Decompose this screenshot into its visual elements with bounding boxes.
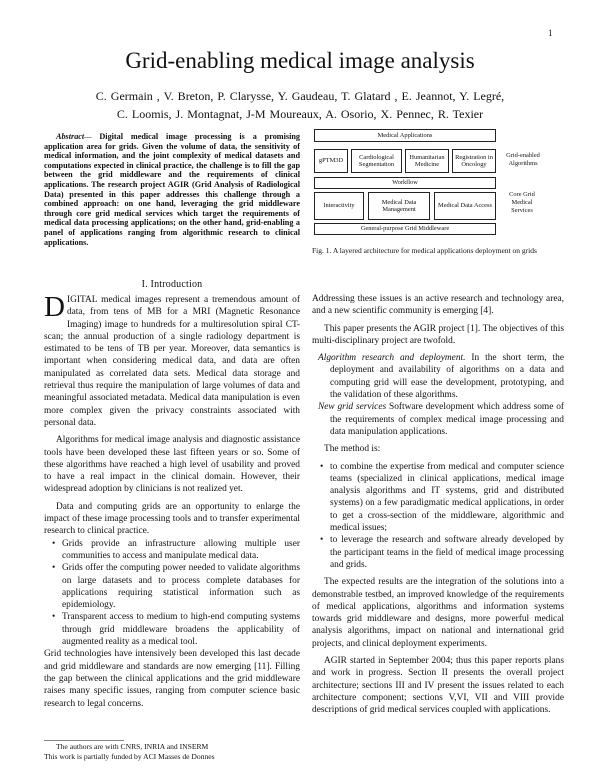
box-humanitarian-medicine: Humanitarian Medicine bbox=[405, 149, 449, 173]
footnote-rule bbox=[44, 740, 124, 741]
intro-paragraph-3: Data and computing grids are an opportunity to enlarge the impact of these image processing tools and to transfer experimental research to clinical practice. bbox=[44, 501, 300, 537]
abstract-text: Digital medical image processing is a promising application area for grids. Given the volume of data, the sensitivity of medical information, and the joint complexity of medical datasets and computations expected in clinical practice, the challenge is to fill the gap between the grid middleware and the requirements of clinical applications. The research project AGIR (Grid Analysis of Radiological Data) presented in this paper addresses this challenge through a combined approach: on one hand, leveraging the grid middleware through core grid medical services which target the requirements of medical data processing applications; on the other hand, grid-enabling a panel of applications ranging from algorithmic research to clinical applications. bbox=[44, 132, 300, 247]
box-registration-oncology: Registration in Oncology bbox=[452, 149, 496, 173]
page-number: 1 bbox=[548, 28, 553, 38]
footnote bbox=[44, 742, 300, 761]
footnote-line-1: The authors are with CNRS, INRIA and INSERM bbox=[56, 742, 209, 751]
method-intro: The method is: bbox=[324, 444, 381, 455]
authors-line-2: C. Loomis, J. Montagnat, J-M Moureaux, A. Osorio, X. Pennec, R. Texier bbox=[116, 107, 484, 121]
paper-title: Grid-enabling medical image analysis bbox=[125, 48, 475, 73]
box-workflow: Workflow bbox=[314, 177, 496, 189]
right-paragraph-3: The expected results are the integration of the solutions into a demonstrable testbed, an improved knowledge of the requirements of medical applications, algorithms and information systems towards grid middleware and designs, more powerful medical analysis algorithms, impact on national and international grid projects, and clinical deployment experiments. bbox=[312, 577, 564, 649]
box-general-purpose-middleware: General-purpose Grid Middleware bbox=[314, 223, 496, 235]
right-paragraph-1: Addressing these issues is an active research and technology area, and a new scientific community is emerging [4]. bbox=[312, 294, 564, 317]
box-gptm3d: gPTM3D bbox=[314, 149, 348, 173]
objectives-list bbox=[312, 352, 564, 438]
intro-paragraph-2: Algorithms for medical image analysis and diagnostic assistance tools have been developed these last fifteen years or so. Some of these algorithms have reached a high level of usability and proved to have a real impact in the clinical domain. However, their widespread adoption by clinicians is not realized yet. bbox=[44, 435, 300, 495]
section-heading-introduction: I. Introduction bbox=[141, 279, 203, 290]
list-item: • Grids provide an infrastructure allowing multiple user communities to access and manipulate medical data. bbox=[62, 538, 300, 563]
list-item: • Transparent access to medium to high-end computing systems through grid middleware broadens the applicability of augmented reality as a medical tool. bbox=[62, 611, 300, 648]
figure-architecture-diagram bbox=[312, 129, 564, 241]
abstract-label: Abstract bbox=[56, 132, 85, 141]
method-bullet-list bbox=[312, 461, 564, 572]
right-column bbox=[312, 293, 564, 717]
abstract: Abstract— Digital medical image processing is a promising application area for grids. Given the volume of data, the sensitivity of medical information, and the joint complexity of medical datasets and computations expected in clinical practice, the challenge is to fill the gap between the grid middleware and the requirements of clinical applications. The research project AGIR (Grid Analysis of Radiological Data) presented in this paper addresses this challenge through a combined approach: on one hand, leveraging the grid middleware through core grid medical services which target the requirements of medical data processing applications; on the other hand, grid-enabling a panel of applications ranging from algorithmic research to clinical applications. bbox=[44, 132, 300, 247]
right-paragraph-2: This paper presents the AGIR project [1]. The objectives of this multi-disciplinary project are twofold. bbox=[312, 323, 564, 346]
intro-bullet-list bbox=[44, 538, 300, 649]
footnote-line-2: This work is partially funded by ACI Masses de Donnes bbox=[44, 751, 215, 761]
box-cardiological-segmentation: Cardiological Segmentation bbox=[351, 149, 402, 173]
label-grid-enabled-algorithms: Grid-enabled Algorithms bbox=[506, 152, 540, 167]
author-list bbox=[58, 87, 542, 123]
objective-item: New grid services Software development which address some of the requirements of complex medical image processing and data manipulation applications. bbox=[318, 402, 565, 437]
box-medical-data-management: Medical Data Management bbox=[368, 192, 430, 220]
authors-line-1: C. Germain , V. Breton, P. Clarysse, Y. Gaudeau, T. Glatard , E. Jeannot, Y. Legré, bbox=[95, 89, 505, 103]
left-column bbox=[44, 291, 300, 710]
box-medical-data-access: Medical Data Access bbox=[434, 192, 496, 220]
list-item: • Grids offer the computing power needed to validate algorithms on large datasets and to process complete databases for applications requiring statistical information such as epidemiology. bbox=[62, 562, 300, 611]
intro-paragraph-4: Grid technologies have intensively been developed this last decade and grid middleware and standards are now emerging [11]. Filling the gap between the clinical applications and the grid middleware raises many specific issues, ranging from computer science basic research to legal concerns. bbox=[44, 649, 300, 709]
list-item: • to combine the expertise from medical and computer science teams (specialized in clinical applications, medical image analysis algorithms and IT systems, grid and distributed systems) on a few paradigmatic medical applications, in order to get a cross-section of the middleware, algorithmic and medical issues; bbox=[330, 461, 564, 535]
list-item: • to leverage the research and software already developed by the participant teams in the field of medical image processing and grids. bbox=[330, 534, 564, 571]
box-medical-applications: Medical Applications bbox=[314, 129, 496, 142]
drop-cap: D bbox=[44, 291, 65, 323]
intro-paragraph-1: DIGITAL medical images represent a tremendous amount of data, from tens of MB for a MRI (Magnetic Resonance Imaging) image to hundreds for a multiresolution spiral CT-scan; the annual production of a single radiology department is estimated to be tens of TB per year. Moreover, data semantics is important when considering medical data, and data are often manipulated as correlated data sets. Medical data storage and retrieval thus require the manipulation of large volumes of data and meaningful associated metadata. Medical data manipulation is even more complex given the privacy constraints associated with personal data. bbox=[44, 291, 300, 428]
objective-item: Algorithm research and deployment. In the short term, the deployment and availability of algorithms on a data and computing grid will ease the development, prototyping, and the validation of these algorithms. bbox=[318, 353, 564, 401]
figure-caption: Fig. 1. A layered architecture for medical applications deployment on grids bbox=[312, 246, 537, 255]
label-core-grid-medical-services: Core Grid Medical Services bbox=[509, 191, 535, 214]
box-interactivity: Interactivity bbox=[314, 192, 364, 220]
right-paragraph-4: AGIR started in September 2004; thus this paper reports plans and work in progress. Section II presents the overall project architecture; sections III and IV present the issues related to each architecture component; sections V,VI, VII and VIII provide descriptions of grid medical services coupled with applications. bbox=[312, 656, 564, 716]
